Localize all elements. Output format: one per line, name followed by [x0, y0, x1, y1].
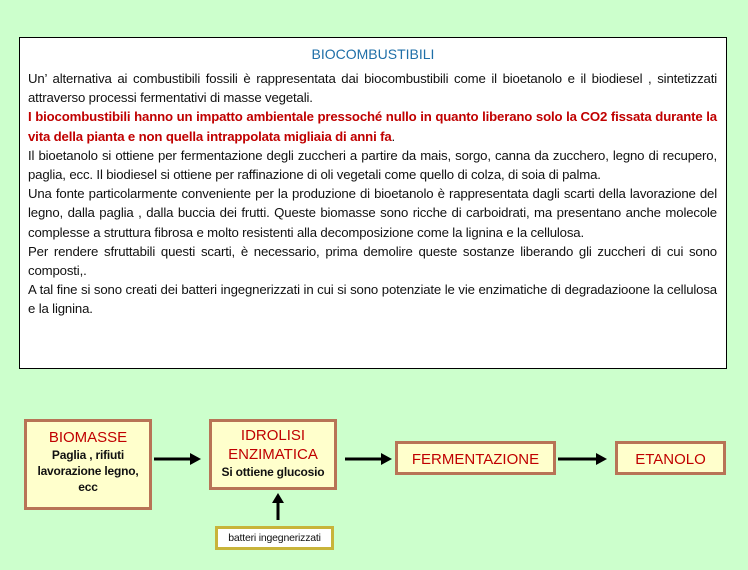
flow-step-idrolisi: [209, 419, 337, 490]
text-panel: [19, 37, 727, 369]
paragraph-batteri: A tal fine si sono creati dei batteri ingegnerizzati in cui si sono potenziate le vie enzimatiche di degradazioone la cellulosa e la lignina.: [28, 282, 717, 317]
highlight-text: I biocombustibili hanno un impatto ambientale pressoché nullo in quanto liberano solo la CO2 fissata durante la vita della pianta e non quella intrappolata migliaia di anni fa: [28, 109, 717, 144]
flow-step-subtitle: Si ottiene glucosio: [221, 465, 325, 479]
flow-input-batteri: batteri ingegnerizzati: [215, 526, 334, 550]
right-arrow-icon: [345, 452, 393, 466]
flow-step-title: ETANOLO: [635, 451, 706, 468]
flow-step-title: FERMENTAZIONE: [411, 451, 540, 468]
paragraph-impact: [28, 107, 717, 145]
up-arrow-icon: [271, 492, 285, 520]
right-arrow-icon: [558, 452, 608, 466]
flow-step-title: IDROLISI ENZIMATICA: [228, 427, 318, 463]
body-text: [28, 69, 717, 319]
flow-step-etanolo: [615, 441, 726, 475]
flow-step-fermentazione: [395, 441, 556, 475]
paragraph-intro: Un’ alternativa ai combustibili fossili è rappresentata dai biocombustibili come il bioetanolo e il biodiesel , sintetizzati attraverso processi fermentativi di masse vegetali.: [28, 71, 717, 106]
flow-step-title: BIOMASSE: [48, 429, 128, 446]
paragraph-bioetanolo: Il bioetanolo si ottiene per fermentazione degli zuccheri a partire da mais, sorgo, canna da zucchero, legno di recupero, paglia, ecc. Il biodiesel si ottiene per raffinazione di oli vegetali come quello di colza, di soia di palma.: [28, 147, 717, 183]
flow-step-biomasse: [24, 419, 152, 510]
paragraph-fonte: Una fonte particolarmente conveniente per la produzione di bioetanolo è rappresentata dagli scarti della lavorazione del legno, dalla paglia , dalla buccia dei frutti. Queste biomasse sono ricche di carboidrati, ma presentano anche molecole complesse a struttura fibrosa e molto resistenti alla decomposizione come la lignina e la cellulosa.: [28, 186, 717, 240]
flow-step-subtitle: Paglia , rifiuti lavorazione legno, ecc: [37, 448, 139, 494]
right-arrow-icon: [154, 452, 202, 466]
paragraph-scarti: Per rendere sfruttabili questi scarti, è necessario, prima demolire queste sostanze liberando gli zuccheri di cui sono composti,.: [28, 243, 717, 279]
paragraph-period: .: [391, 128, 396, 144]
page-title: BIOCOMBUSTIBILI: [311, 46, 435, 62]
